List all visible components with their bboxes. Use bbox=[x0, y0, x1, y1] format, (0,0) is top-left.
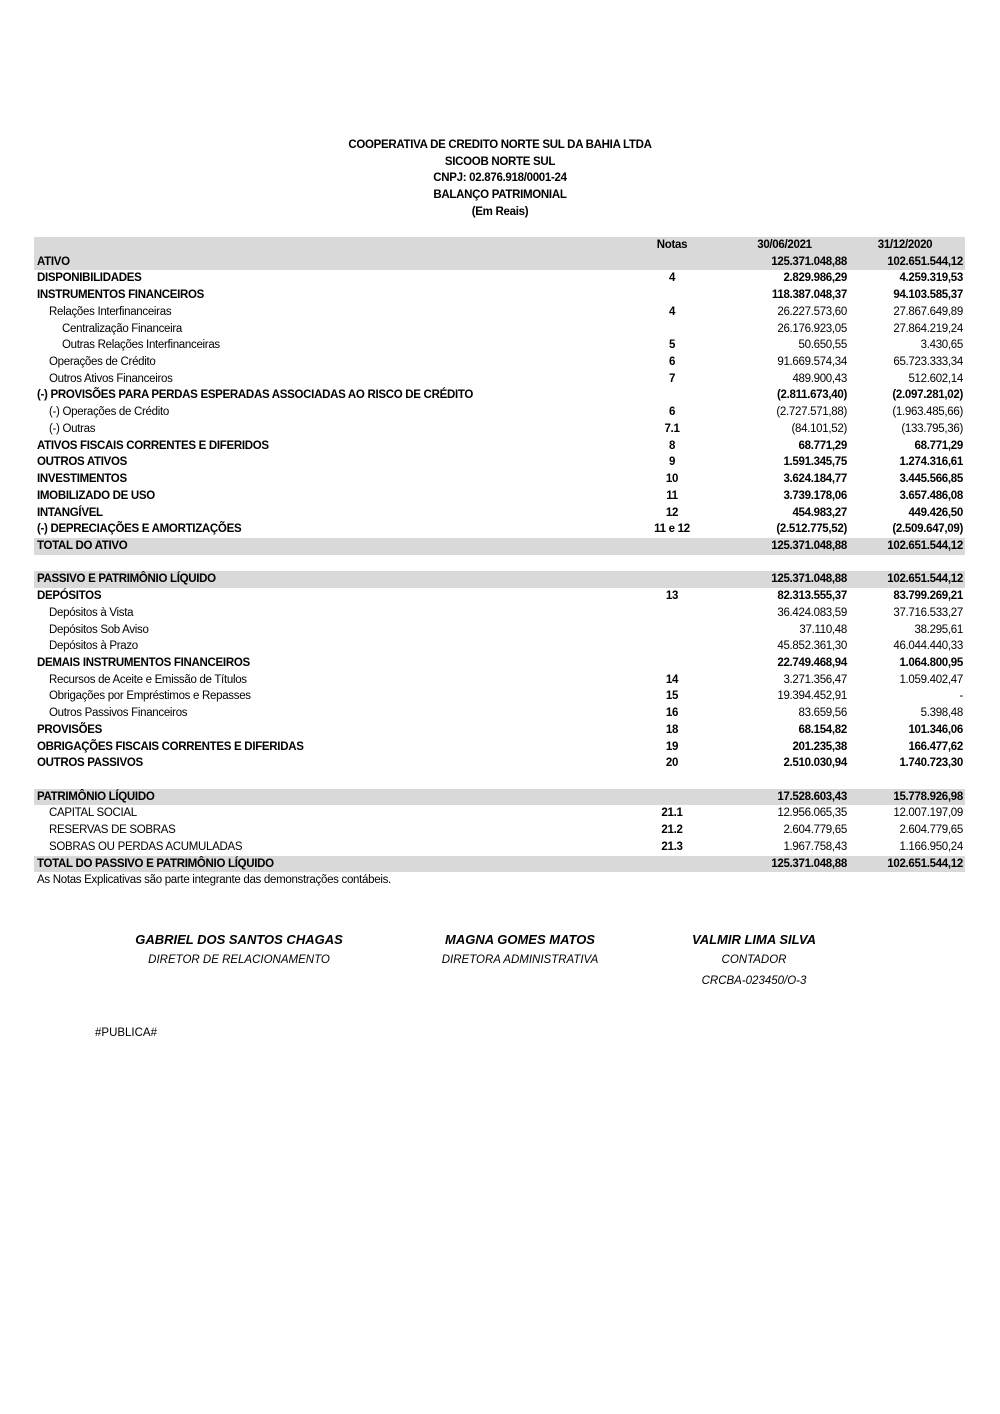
row-value-period2: 46.044.440,33 bbox=[893, 640, 963, 653]
row-note: 7.1 bbox=[664, 422, 680, 435]
row-value-period1: 125.371.048,88 bbox=[722, 538, 847, 555]
row-label: (-) Operações de Crédito bbox=[49, 406, 169, 419]
row-value-period2: 15.778.926,98 bbox=[847, 789, 965, 806]
table-row bbox=[34, 321, 965, 338]
table-row bbox=[34, 856, 965, 873]
row-note: 4 bbox=[668, 305, 676, 318]
row-value-period1: 36.424.083,59 bbox=[777, 606, 847, 619]
row-label: Centralização Financeira bbox=[62, 322, 183, 335]
row-value-period2: 1.166.950,24 bbox=[899, 840, 963, 853]
row-value-period1 bbox=[722, 555, 847, 572]
row-note: 18 bbox=[665, 723, 679, 736]
row-note: 21.3 bbox=[661, 840, 683, 853]
row-value-period1: 489.900,43 bbox=[792, 372, 847, 385]
table-row bbox=[34, 622, 965, 639]
row-value-period1: 68.771,29 bbox=[798, 439, 847, 452]
table-row bbox=[34, 421, 965, 438]
row-label: INTANGÍVEL bbox=[37, 506, 103, 519]
column-header-notas: Notas bbox=[622, 237, 722, 254]
row-value-period2: 27.867.649,89 bbox=[893, 305, 963, 318]
row-note bbox=[622, 254, 722, 271]
row-note: 7 bbox=[668, 372, 676, 385]
row-label: Obrigações por Empréstimos e Repasses bbox=[49, 690, 251, 703]
row-label: CAPITAL SOCIAL bbox=[49, 807, 137, 820]
row-note: 4 bbox=[668, 272, 676, 285]
row-value-period2: 1.064.800,95 bbox=[899, 656, 963, 669]
row-value-period2: (2.509.647,09) bbox=[892, 523, 963, 536]
row-label: Recursos de Aceite e Emissão de Títulos bbox=[49, 673, 247, 686]
row-value-period2: 4.259.319,53 bbox=[899, 272, 963, 285]
row-label: Outros Passivos Financeiros bbox=[49, 707, 188, 720]
row-label: OUTROS PASSIVOS bbox=[37, 757, 143, 770]
signature-block bbox=[109, 930, 369, 971]
column-header-period2: 31/12/2020 bbox=[847, 237, 965, 254]
row-value-period1 bbox=[722, 772, 847, 789]
row-value-period1: 454.983,27 bbox=[792, 506, 847, 519]
row-note bbox=[622, 538, 722, 555]
row-value-period1: 22.749.468,94 bbox=[777, 656, 847, 669]
row-note: 11 e 12 bbox=[654, 523, 690, 536]
row-note: 6 bbox=[668, 406, 676, 419]
table-row bbox=[34, 304, 965, 321]
row-value-period1: 82.313.555,37 bbox=[777, 590, 847, 603]
table-row bbox=[34, 254, 965, 271]
row-value-period2: 449.426,50 bbox=[908, 506, 963, 519]
table-row bbox=[34, 538, 965, 555]
row-value-period2: 102.651.544,12 bbox=[847, 254, 965, 271]
row-note bbox=[622, 638, 722, 655]
row-value-period2: 512.602,14 bbox=[908, 372, 963, 385]
row-label: (-) DEPRECIAÇÕES E AMORTIZAÇÕES bbox=[37, 523, 242, 536]
row-value-period1: 125.371.048,88 bbox=[722, 254, 847, 271]
row-label: Relações Interfinanceiras bbox=[49, 305, 172, 318]
row-label: INSTRUMENTOS FINANCEIROS bbox=[37, 289, 205, 302]
row-value-period1: 118.387.048,37 bbox=[771, 289, 847, 302]
row-value-period1: 45.852.361,30 bbox=[777, 640, 847, 653]
row-note: 16 bbox=[665, 707, 679, 720]
row-value-period2: 83.799.269,21 bbox=[893, 590, 963, 603]
row-value-period1: 26.227.573,60 bbox=[777, 305, 847, 318]
row-value-period2: 27.864.219,24 bbox=[893, 322, 963, 335]
row-label: Depósitos à Vista bbox=[49, 606, 134, 619]
row-value-period2 bbox=[847, 555, 965, 572]
row-value-period2: 65.723.333,34 bbox=[893, 356, 963, 369]
row-note bbox=[622, 555, 722, 572]
table-row bbox=[34, 638, 965, 655]
row-value-period1: 125.371.048,88 bbox=[722, 856, 847, 873]
row-value-period1: 3.271.356,47 bbox=[783, 673, 847, 686]
trade-name: SICOOB NORTE SUL bbox=[444, 155, 556, 168]
row-note: 14 bbox=[665, 673, 679, 686]
row-label: PROVISÕES bbox=[37, 723, 103, 736]
row-note bbox=[622, 772, 722, 789]
signatory-title: CONTADOR bbox=[721, 954, 787, 966]
table-row bbox=[34, 822, 965, 839]
row-value-period2: 101.346,06 bbox=[908, 723, 963, 736]
row-value-period1: (2.727.571,88) bbox=[776, 406, 847, 419]
row-value-period2: 102.651.544,12 bbox=[847, 571, 965, 588]
row-note: 8 bbox=[668, 439, 676, 452]
table-row bbox=[34, 789, 965, 806]
row-value-period2: 166.477,62 bbox=[908, 740, 963, 753]
signatory-name: GABRIEL DOS SANTOS CHAGAS bbox=[135, 932, 343, 947]
statement-title: BALANÇO PATRIMONIAL bbox=[433, 189, 567, 202]
spacer-row bbox=[34, 555, 965, 572]
table-row bbox=[34, 438, 965, 455]
table-row bbox=[34, 722, 965, 739]
row-note: 21.1 bbox=[661, 807, 683, 820]
row-value-period1: 26.176.923,05 bbox=[777, 322, 847, 335]
row-value-period2: (133.795,36) bbox=[901, 422, 963, 435]
table-row bbox=[34, 755, 965, 772]
row-value-period1: (2.811.673,40) bbox=[777, 389, 847, 402]
table-row bbox=[34, 505, 965, 522]
row-value-period2: 3.657.486,08 bbox=[899, 489, 963, 502]
table-row bbox=[34, 404, 965, 421]
row-value-period2: 102.651.544,12 bbox=[847, 538, 965, 555]
row-value-period2: 1.059.402,47 bbox=[899, 673, 963, 686]
row-label: DEMAIS INSTRUMENTOS FINANCEIROS bbox=[37, 656, 250, 669]
row-label: Outras Relações Interfinanceiras bbox=[62, 339, 220, 352]
row-value-period1: 2.510.030,94 bbox=[783, 757, 847, 770]
row-label: ATIVO bbox=[34, 254, 622, 271]
footnote: As Notas Explicativas são parte integrante das demonstrações contábeis. bbox=[37, 874, 391, 886]
row-label: DEPÓSITOS bbox=[37, 590, 102, 603]
row-label: TOTAL DO PASSIVO E PATRIMÔNIO LÍQUIDO bbox=[34, 856, 622, 873]
row-value-period2 bbox=[847, 772, 965, 789]
row-note bbox=[622, 571, 722, 588]
table-row bbox=[34, 287, 965, 304]
signatory-title: DIRETOR DE RELACIONAMENTO bbox=[148, 954, 330, 966]
row-label: Outros Ativos Financeiros bbox=[49, 372, 173, 385]
column-header-period1: 30/06/2021 bbox=[722, 237, 847, 254]
row-value-period2: (2.097.281,02) bbox=[892, 389, 963, 402]
row-value-period2: 102.651.544,12 bbox=[847, 856, 965, 873]
table-row bbox=[34, 270, 965, 287]
row-note: 11 bbox=[666, 489, 678, 502]
row-value-period2: 37.716.533,27 bbox=[893, 606, 963, 619]
row-value-period2: 68.771,29 bbox=[914, 439, 963, 452]
row-value-period1: 125.371.048,88 bbox=[722, 571, 847, 588]
signatory-name: MAGNA GOMES MATOS bbox=[445, 932, 595, 947]
row-value-period2: 3.445.566,85 bbox=[899, 473, 963, 486]
row-note bbox=[622, 287, 722, 304]
row-label: DISPONIBILIDADES bbox=[37, 272, 142, 285]
row-value-period1: 2.829.986,29 bbox=[783, 272, 847, 285]
row-label: TOTAL DO ATIVO bbox=[34, 538, 622, 555]
row-note bbox=[622, 605, 722, 622]
table-row bbox=[34, 805, 965, 822]
publication-tag: #PUBLICA# bbox=[95, 1027, 158, 1039]
table-row bbox=[34, 387, 965, 404]
row-note bbox=[622, 655, 722, 672]
row-label: PASSIVO E PATRIMÔNIO LÍQUIDO bbox=[34, 571, 622, 588]
row-note: 19 bbox=[665, 740, 679, 753]
row-value-period1: 3.739.178,06 bbox=[783, 489, 847, 502]
row-value-period1: 2.604.779,65 bbox=[783, 824, 847, 837]
table-row bbox=[34, 839, 965, 856]
table-row bbox=[34, 488, 965, 505]
table-row bbox=[34, 688, 965, 705]
signature-block bbox=[624, 930, 884, 992]
signatory-name: VALMIR LIMA SILVA bbox=[692, 932, 816, 947]
row-note: 12 bbox=[665, 506, 679, 519]
row-value-period1: 1.967.758,43 bbox=[783, 840, 847, 853]
row-value-period1: 91.669.574,34 bbox=[777, 356, 847, 369]
table-row bbox=[34, 521, 965, 538]
row-value-period1: (2.512.775,52) bbox=[776, 523, 847, 536]
row-label: OBRIGAÇÕES FISCAIS CORRENTES E DIFERIDAS bbox=[37, 740, 304, 753]
table-row bbox=[34, 454, 965, 471]
row-value-period1: 17.528.603,43 bbox=[722, 789, 847, 806]
row-note bbox=[622, 789, 722, 806]
signatory-title: DIRETORA ADMINISTRATIVA bbox=[441, 954, 599, 966]
table-row bbox=[34, 337, 965, 354]
row-note: 20 bbox=[665, 757, 679, 770]
row-value-period2: 5.398,48 bbox=[920, 707, 963, 720]
row-value-period2: 1.740.723,30 bbox=[899, 757, 963, 770]
row-note: 13 bbox=[665, 590, 679, 603]
row-value-period1: 68.154,82 bbox=[798, 723, 847, 736]
row-label bbox=[34, 772, 622, 789]
row-value-period2: 38.295,61 bbox=[914, 623, 963, 636]
spacer-row bbox=[34, 772, 965, 789]
table-row bbox=[34, 655, 965, 672]
row-label: Operações de Crédito bbox=[49, 356, 156, 369]
currency-note: (Em Reais) bbox=[471, 205, 529, 218]
row-label: INVESTIMENTOS bbox=[37, 473, 127, 486]
row-label: OUTROS ATIVOS bbox=[37, 456, 128, 469]
row-value-period1: 83.659,56 bbox=[798, 707, 847, 720]
row-label: (-) PROVISÕES PARA PERDAS ESPERADAS ASSOCIADAS AO RISCO DE CRÉDITO bbox=[37, 389, 474, 402]
row-value-period2: 2.604.779,65 bbox=[899, 824, 963, 837]
row-label bbox=[34, 555, 622, 572]
row-note: 9 bbox=[668, 456, 676, 469]
balance-sheet-table bbox=[34, 237, 965, 872]
row-note bbox=[622, 387, 722, 404]
row-label: PATRIMÔNIO LÍQUIDO bbox=[34, 789, 622, 806]
row-value-period1: 1.591.345,75 bbox=[783, 456, 847, 469]
row-label: RESERVAS DE SOBRAS bbox=[49, 824, 176, 837]
row-label: ATIVOS FISCAIS CORRENTES E DIFERIDOS bbox=[37, 439, 269, 452]
row-value-period1: 37.110,48 bbox=[799, 623, 847, 636]
signature-block bbox=[390, 930, 650, 971]
document-header bbox=[0, 137, 1000, 220]
cnpj: CNPJ: 02.876.918/0001-24 bbox=[433, 172, 567, 185]
table-row bbox=[34, 354, 965, 371]
row-note: 10 bbox=[665, 473, 679, 486]
row-value-period1: 3.624.184,77 bbox=[783, 473, 847, 486]
table-row bbox=[34, 371, 965, 388]
row-value-period2: 12.007.197,09 bbox=[893, 807, 963, 820]
row-label: Depósitos Sob Aviso bbox=[49, 623, 149, 636]
table-row bbox=[34, 471, 965, 488]
row-note: 15 bbox=[665, 690, 679, 703]
row-note bbox=[622, 321, 722, 338]
row-label: (-) Outras bbox=[49, 422, 96, 435]
row-label: SOBRAS OU PERDAS ACUMULADAS bbox=[49, 840, 243, 853]
row-value-period2: 1.274.316,61 bbox=[899, 456, 963, 469]
table-row bbox=[34, 739, 965, 756]
row-value-period1: (84.101,52) bbox=[791, 422, 847, 435]
table-header-row bbox=[34, 237, 965, 254]
row-note bbox=[622, 622, 722, 639]
row-note bbox=[622, 856, 722, 873]
row-value-period1: 201.235,38 bbox=[792, 740, 847, 753]
table-row bbox=[34, 605, 965, 622]
row-note: 6 bbox=[668, 356, 676, 369]
table-row bbox=[34, 571, 965, 588]
row-label: IMOBILIZADO DE USO bbox=[37, 489, 155, 502]
row-value-period2: 94.103.585,37 bbox=[893, 289, 963, 302]
row-note: 5 bbox=[668, 339, 676, 352]
signatory-registration: CRCBA-023450/O-3 bbox=[701, 975, 807, 987]
table-row bbox=[34, 705, 965, 722]
row-note: 21.2 bbox=[661, 824, 683, 837]
row-value-period1: 50.650,55 bbox=[798, 339, 847, 352]
row-value-period2: (1.963.485,66) bbox=[892, 406, 963, 419]
table-row bbox=[34, 588, 965, 605]
row-value-period1: 19.394.452,91 bbox=[777, 690, 847, 703]
row-value-period2: 3.430,65 bbox=[920, 339, 963, 352]
row-value-period2: - bbox=[959, 690, 963, 703]
company-name: COOPERATIVA DE CREDITO NORTE SUL DA BAHIA LTDA bbox=[348, 139, 652, 151]
table-row bbox=[34, 672, 965, 689]
row-label: Depósitos à Prazo bbox=[49, 640, 138, 653]
row-value-period1: 12.956.065,35 bbox=[777, 807, 847, 820]
